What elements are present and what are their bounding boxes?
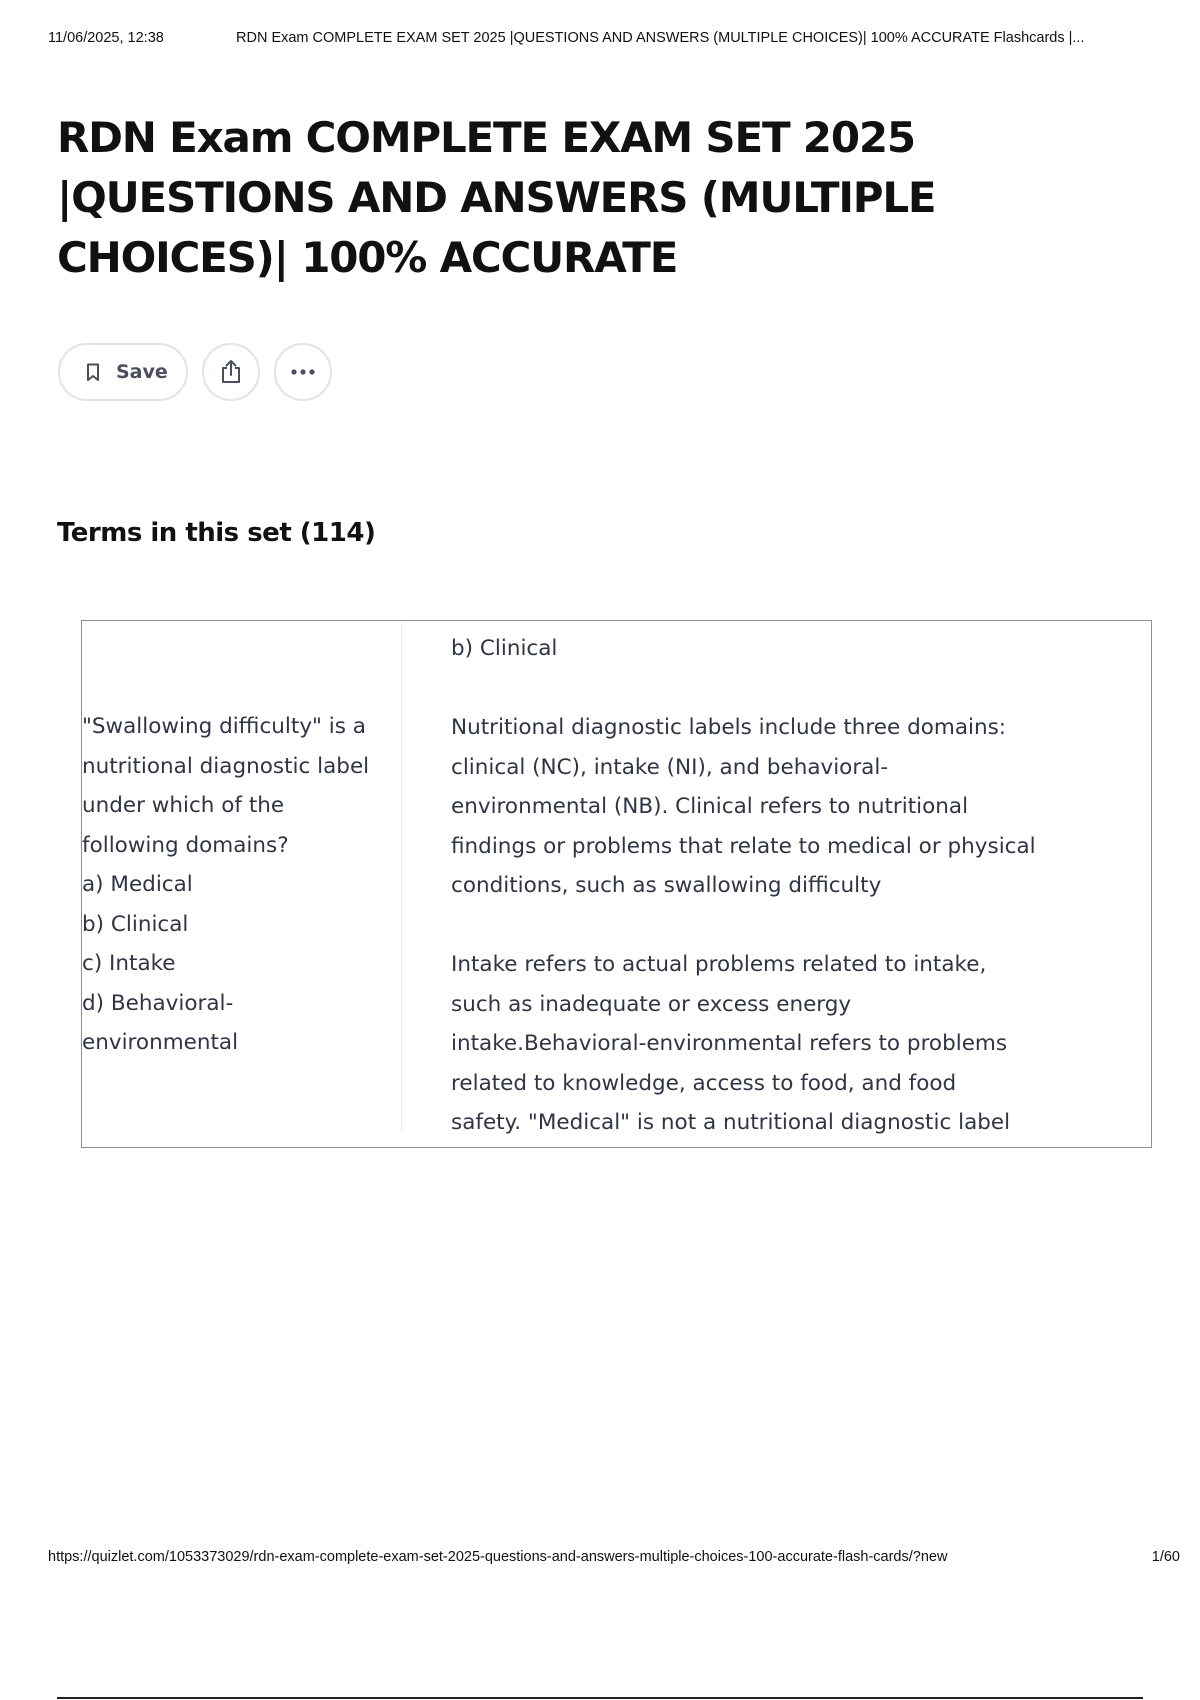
terms-heading: Terms in this set (114) bbox=[57, 518, 376, 548]
definition-line: intake.Behavioral-environmental refers to problems bbox=[451, 1031, 1008, 1056]
definition-line: clinical (NC), intake (NI), and behavioral- bbox=[451, 754, 889, 780]
definition-text bbox=[451, 629, 1131, 1143]
term-option: a) Medical bbox=[82, 872, 193, 897]
action-bar bbox=[58, 343, 332, 401]
definition-spacer bbox=[451, 669, 1131, 709]
share-icon bbox=[219, 359, 243, 385]
definition-line: findings or problems that relate to medical or physical bbox=[451, 833, 1036, 859]
page-title-line: RDN Exam COMPLETE EXAM SET 2025 bbox=[57, 113, 915, 162]
definition-line: Nutritional diagnostic labels include three domains: bbox=[451, 715, 1007, 740]
term-card-divider bbox=[401, 623, 402, 1133]
page-title-line: |QUESTIONS AND ANSWERS (MULTIPLE bbox=[57, 173, 936, 222]
print-page-number: 1/60 bbox=[1151, 1549, 1180, 1565]
term-option: c) Intake bbox=[82, 951, 176, 976]
page-title bbox=[57, 108, 1057, 288]
definition-spacer bbox=[451, 906, 1131, 946]
definition-line: conditions, such as swallowing difficulty bbox=[451, 873, 882, 898]
definition-line: Intake refers to actual problems related to intake, bbox=[451, 952, 987, 977]
definition-line: such as inadequate or excess energy bbox=[451, 991, 852, 1017]
term-option: d) Behavioral- bbox=[82, 990, 234, 1016]
bottom-divider bbox=[57, 1697, 1143, 1699]
print-url: https://quizlet.com/1053373029/rdn-exam-complete-exam-set-2025-questions-and-answers-multiple-choices-100-accurate-flash-cards/?new bbox=[48, 1549, 948, 1565]
definition-line: environmental (NB). Clinical refers to nutritional bbox=[451, 794, 969, 819]
term-card bbox=[81, 620, 1152, 1148]
term-line: "Swallowing difficulty" is a bbox=[82, 714, 366, 739]
term-line: following domains? bbox=[82, 832, 289, 858]
definition-answer: b) Clinical bbox=[451, 636, 558, 661]
print-date: 11/06/2025, 12:38 bbox=[48, 30, 164, 46]
print-header bbox=[48, 30, 1180, 50]
more-options-icon bbox=[290, 368, 316, 376]
save-button-label: Save bbox=[116, 361, 168, 383]
page-title-line: CHOICES)| 100% ACCURATE bbox=[57, 233, 678, 282]
term-line: under which of the bbox=[82, 793, 285, 818]
share-button[interactable] bbox=[202, 343, 260, 401]
print-footer bbox=[48, 1549, 1180, 1569]
save-button[interactable] bbox=[58, 343, 188, 401]
term-line: nutritional diagnostic label bbox=[82, 753, 370, 779]
print-doc-title: RDN Exam COMPLETE EXAM SET 2025 |QUESTIONS AND ANSWERS (MULTIPLE CHOICES)| 100% ACCURATE Flashcards |... bbox=[236, 30, 1085, 46]
bookmark-icon bbox=[86, 363, 100, 382]
definition-line: related to knowledge, access to food, and food bbox=[451, 1070, 957, 1096]
term-option: b) Clinical bbox=[82, 911, 189, 937]
term-text bbox=[82, 707, 392, 1063]
more-options-button[interactable] bbox=[274, 343, 332, 401]
definition-line: safety. "Medical" is not a nutritional diagnostic label bbox=[451, 1110, 1011, 1135]
term-line: environmental bbox=[82, 1030, 239, 1055]
